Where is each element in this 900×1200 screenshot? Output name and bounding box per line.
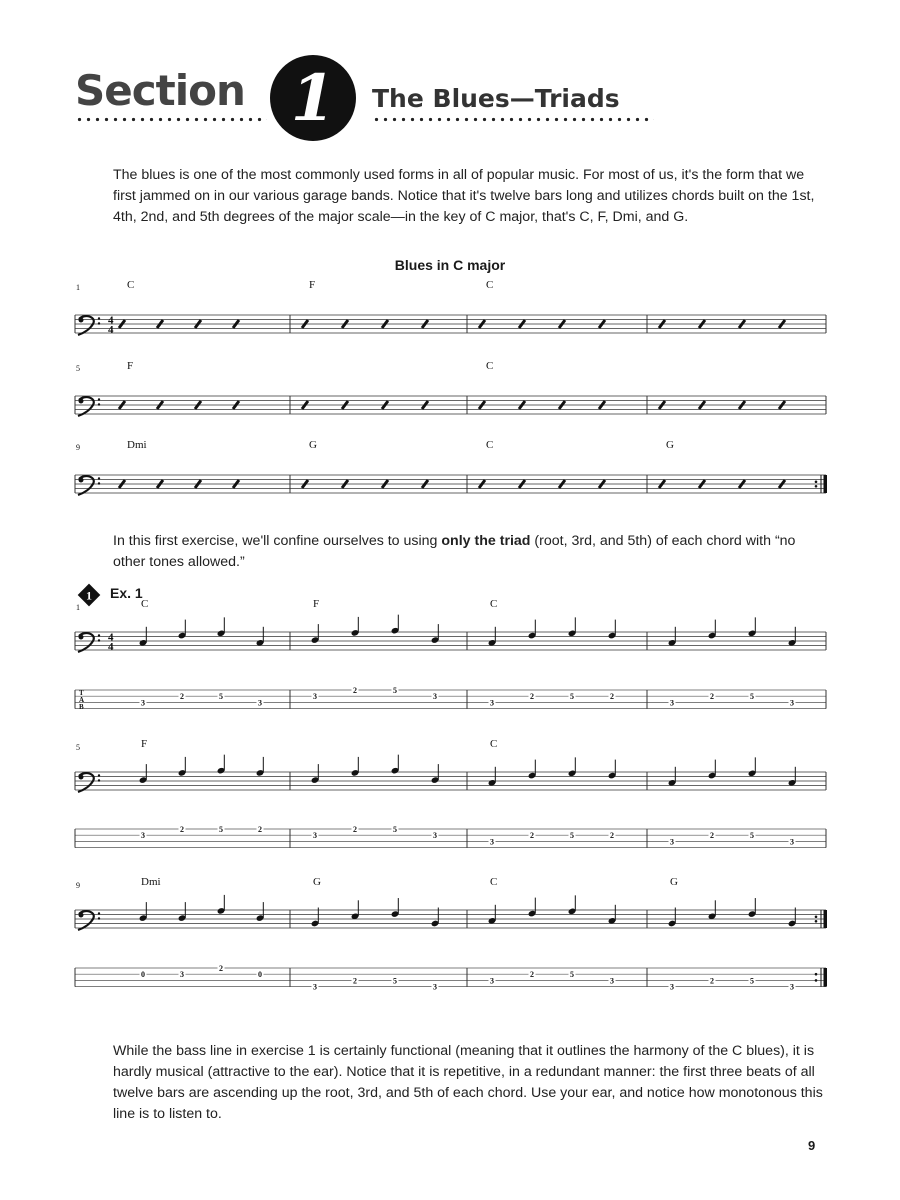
example-label: Ex. 1	[110, 585, 143, 601]
time-signature: 4	[108, 631, 114, 644]
tab-fret-number: 2	[530, 831, 534, 841]
repeat-dot	[815, 979, 818, 982]
end-repeat-barline	[824, 475, 828, 493]
tab-fret-number: 5	[750, 976, 754, 986]
tab-fret-number: 3	[313, 982, 317, 992]
exercise-intro-paragraph	[113, 531, 825, 573]
section-number-badge	[270, 55, 356, 141]
tab-fret-number: 3	[433, 831, 437, 841]
chord-symbol: G	[309, 439, 317, 451]
tab-fret-number: 0	[141, 970, 145, 980]
closing-paragraph: While the bass line in exercise 1 is certainly functional (meaning that it outlines the harmony of the C blues), it is hardly musical (attractive to the ear). Notice that it is repetitive, in a redundant manner: the first three beats of all twelve bars are ascending up the root, 3rd, and 5th of each chord. Use your ear, and notice how monotonous this line is to listen to.	[113, 1043, 823, 1122]
bass-clef-icon	[98, 912, 100, 914]
repeat-dot	[815, 973, 818, 976]
chord-symbol: C	[127, 279, 135, 291]
bass-clef-icon	[79, 399, 84, 404]
end-repeat-barline	[824, 968, 828, 987]
tab-fret-number: 3	[141, 831, 145, 841]
tab-fret-number: 2	[180, 692, 184, 702]
tab-fret-number: 3	[433, 982, 437, 992]
end-repeat-barline	[824, 910, 828, 928]
measure-number: 1	[76, 603, 80, 612]
chord-symbol: Dmi	[141, 876, 161, 888]
tab-fret-number: 3	[490, 976, 494, 986]
tab-fret-number: 3	[790, 982, 794, 992]
repeat-dot	[815, 480, 818, 483]
bass-clef-icon	[98, 317, 100, 319]
tab-fret-number: 2	[710, 831, 714, 841]
tab-fret-number: 5	[570, 692, 574, 702]
tab-fret-number: 5	[393, 686, 397, 695]
tab-fret-number: 2	[530, 970, 534, 980]
section-label: Section	[75, 66, 245, 115]
tab-fret-number: 2	[353, 686, 357, 695]
repeat-dot	[815, 920, 818, 923]
intro-paragraph: The blues is one of the most commonly used forms in all of popular music. For most of us, it's the form that we first jammed on in our various garage bands. Notice that it's twelve bars long and utilizes chords built on the 1st, 4th, 2nd, and 5th degrees of the major scale—in the key of C major, that's C, F, Dmi, and G.	[113, 167, 815, 225]
chord-symbol: F	[127, 360, 134, 372]
tab-clef-letter: B	[79, 703, 84, 711]
measure-number: 9	[76, 443, 80, 452]
blues-chart-staff	[0, 270, 900, 510]
tab-fret-number: 3	[670, 982, 674, 992]
time-signature: 4	[108, 641, 114, 653]
tab-fret-number: 5	[219, 825, 223, 834]
bass-clef-icon	[98, 634, 100, 636]
chord-symbol: F	[313, 600, 320, 610]
bass-clef-icon	[98, 322, 100, 324]
tab-clef-letter: T	[79, 689, 84, 697]
bass-clef-icon	[79, 318, 84, 323]
tab-fret-number: 3	[258, 698, 262, 708]
tab-fret-number: 3	[790, 698, 794, 708]
chord-symbol: C	[490, 600, 498, 610]
tab-fret-number: 3	[490, 837, 494, 847]
tab-fret-number: 5	[393, 976, 397, 986]
section-number: 1	[290, 60, 336, 136]
chord-symbol: C	[141, 600, 149, 610]
measure-number: 5	[76, 364, 80, 373]
paragraph-text-end: (root, 3rd, and 5th) of each chord with “no other tones allowed.”	[113, 533, 796, 570]
tab-fret-number: 2	[610, 831, 614, 841]
measure-number: 9	[76, 881, 80, 890]
dotted-rule-right	[372, 117, 654, 122]
chord-symbol: C	[490, 876, 498, 888]
bass-clef-icon	[98, 477, 100, 479]
tab-fret-number: 5	[750, 692, 754, 702]
bass-clef-icon	[79, 478, 84, 483]
tab-fret-number: 2	[710, 692, 714, 702]
chart-title: Blues in C major	[394, 257, 506, 273]
time-signature: 4	[108, 324, 114, 336]
paragraph-text: In this first exercise, we'll confine ourselves to using	[113, 533, 442, 549]
chord-symbol: C	[486, 279, 494, 291]
bass-clef-icon	[79, 775, 84, 780]
bass-clef-icon	[98, 482, 100, 484]
tab-fret-number: 2	[610, 692, 614, 702]
tab-fret-number: 2	[180, 825, 184, 834]
tab-fret-number: 3	[313, 692, 317, 702]
tab-clef-letter: A	[79, 696, 85, 704]
tab-fret-number: 0	[258, 970, 262, 980]
tab-fret-number: 3	[490, 698, 494, 708]
bass-clef-icon	[98, 398, 100, 400]
tab-fret-number: 2	[353, 825, 357, 834]
tab-fret-number: 3	[610, 976, 614, 986]
tab-fret-number: 3	[433, 692, 437, 702]
tab-fret-number: 2	[258, 825, 262, 834]
chord-symbol: G	[666, 439, 674, 451]
time-signature: 4	[108, 314, 114, 327]
tab-fret-number: 3	[180, 970, 184, 980]
tab-fret-number: 3	[141, 698, 145, 708]
tab-fret-number: 5	[393, 825, 397, 834]
measure-number: 5	[76, 743, 80, 752]
measure-number: 1	[76, 283, 80, 292]
exercise-notation	[0, 600, 900, 1030]
bass-clef-icon	[98, 774, 100, 776]
bass-clef-icon	[98, 779, 100, 781]
tab-fret-number: 5	[219, 692, 223, 702]
dotted-rule-left	[75, 117, 267, 122]
tab-fret-number: 3	[670, 837, 674, 847]
bass-clef-icon	[79, 635, 84, 640]
tab-fret-number: 2	[710, 976, 714, 986]
chord-symbol: F	[141, 738, 148, 750]
tab-fret-number: 5	[750, 831, 754, 841]
tab-fret-number: 5	[570, 970, 574, 980]
chord-symbol: C	[490, 738, 498, 750]
tab-fret-number: 2	[530, 692, 534, 702]
bass-clef-icon	[98, 917, 100, 919]
chord-symbol: G	[313, 876, 321, 888]
bass-clef-icon	[98, 403, 100, 405]
chord-symbol: F	[309, 279, 316, 291]
page-number: 9	[808, 1138, 816, 1153]
tab-fret-number: 2	[219, 964, 223, 973]
chord-symbol: Dmi	[127, 439, 147, 451]
tab-fret-number: 2	[353, 976, 357, 986]
paragraph-bold-text: only the triad	[441, 533, 531, 549]
tab-fret-number: 3	[790, 837, 794, 847]
repeat-dot	[815, 915, 818, 918]
chord-symbol: G	[670, 876, 678, 888]
track-number: 1	[86, 588, 92, 603]
bass-clef-icon	[98, 639, 100, 641]
chord-symbol: C	[486, 439, 494, 451]
tab-fret-number: 5	[570, 831, 574, 841]
tab-fret-number: 3	[313, 831, 317, 841]
section-title: The Blues—Triads	[372, 84, 620, 113]
chord-symbol: C	[486, 360, 494, 372]
bass-clef-icon	[79, 913, 84, 918]
repeat-dot	[815, 485, 818, 488]
tab-fret-number: 3	[670, 698, 674, 708]
